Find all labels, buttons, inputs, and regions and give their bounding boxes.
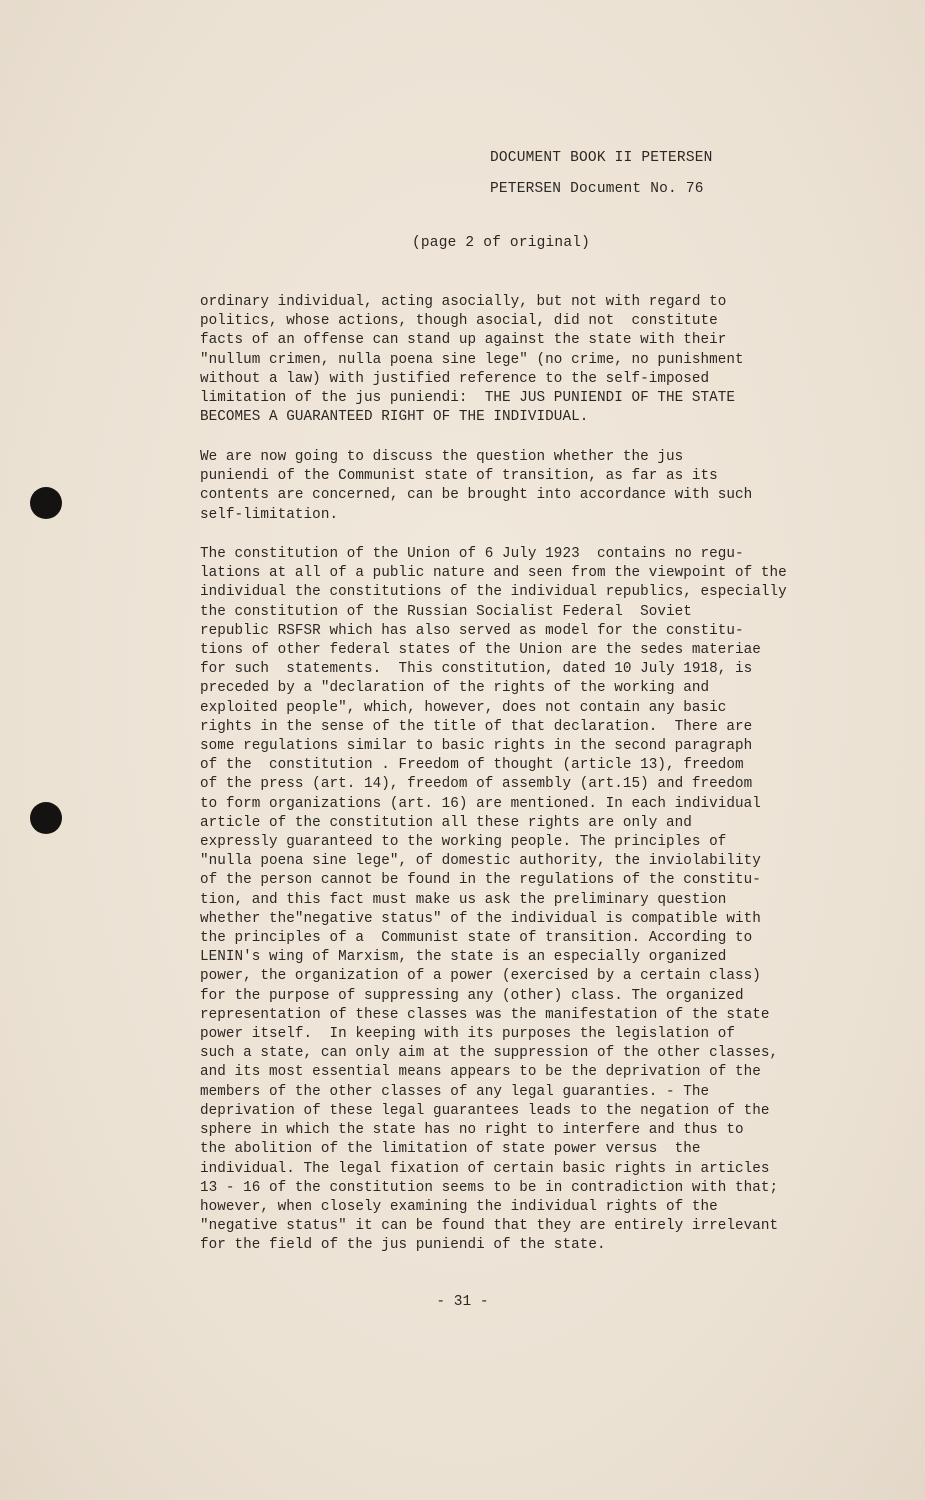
punch-hole [30, 802, 62, 834]
page-number: - 31 - [436, 1294, 489, 1310]
paragraph: We are now going to discuss the question whether the jus puniendi of the Communist state of transition, as far as its contents are concerned, can be brought into accordance with such self-limitation. [200, 449, 753, 523]
document-number: PETERSEN Document No. 76 [490, 181, 704, 197]
punch-hole [30, 487, 62, 519]
paragraph: ordinary individual, acting asocially, but not with regard to politics, whose actions, though asocial, did not constitute facts of an offense can stand up against the state with their "nullum crimen, nulla poena sine lege" (no crime, no punishment without a law) with justified reference to the self-imposed limitation of the jus puniendi: THE JUS PUNIENDI OF THE STATE BECOMES A GUARANTEED RIGHT OF THE INDIVIDUAL. [200, 294, 744, 426]
document-book-reference: DOCUMENT BOOK II PETERSEN [490, 150, 713, 166]
paragraph: The constitution of the Union of 6 July 1923 contains no regu- lations at all of a public nature and seen from the viewpoint of the individual the constitutions of the individual republics, especially the constitution of the Russian Socialist Federal Soviet republic RSFSR which has also served as model for the constitu- tions of other federal states of the Union are the sedes materiae for such statements. This constitution, dated 10 July 1918, is preceded by a "declaration of the rights of the working and exploited people", which, however, does not contain any basic rights in the sense of the title of that declaration. There are some regulations similar to basic rights in the second paragraph of the constitution . Freedom of thought (article 13), freedom of the press (art. 14), freedom of assembly (art.15) and freedom to form organizations (art. 16) are mentioned. In each individual article of the constitution all these rights are only and expressly guaranteed to the working people. The principles of "nulla poena sine lege", of domestic authority, the inviolability of the person cannot be found in the regulations of the constitu- tion, and this fact must make us ask the preliminary question whether the"negative status" of the individual is compatible with the principles of a Communist state of transition. According to LENIN's wing of Marxism, the state is an especially organized power, the organization of a power (exercised by a certain class) for the purpose of suppressing any (other) class. The organized representation of these classes was the manifestation of the state power itself. In keeping with its purposes the legislation of such a state, can only aim at the suppression of the other classes, and its most essential means appears to be the deprivation of the members of the other classes of any legal guaranties. - The deprivation of these legal guarantees leads to the negation of the sphere in which the state has no right to interfere and thus to the abolition of the limitation of state power versus the individual. The legal fixation of certain basic rights in articles 13 - 16 of the constitution seems to be in contradiction with that; however, when closely examining the individual rights of the "negative status" it can be found that they are entirely irrelevant for the field of the jus puniendi of the state. [200, 546, 787, 1254]
page-of-original: (page 2 of original) [412, 235, 591, 251]
